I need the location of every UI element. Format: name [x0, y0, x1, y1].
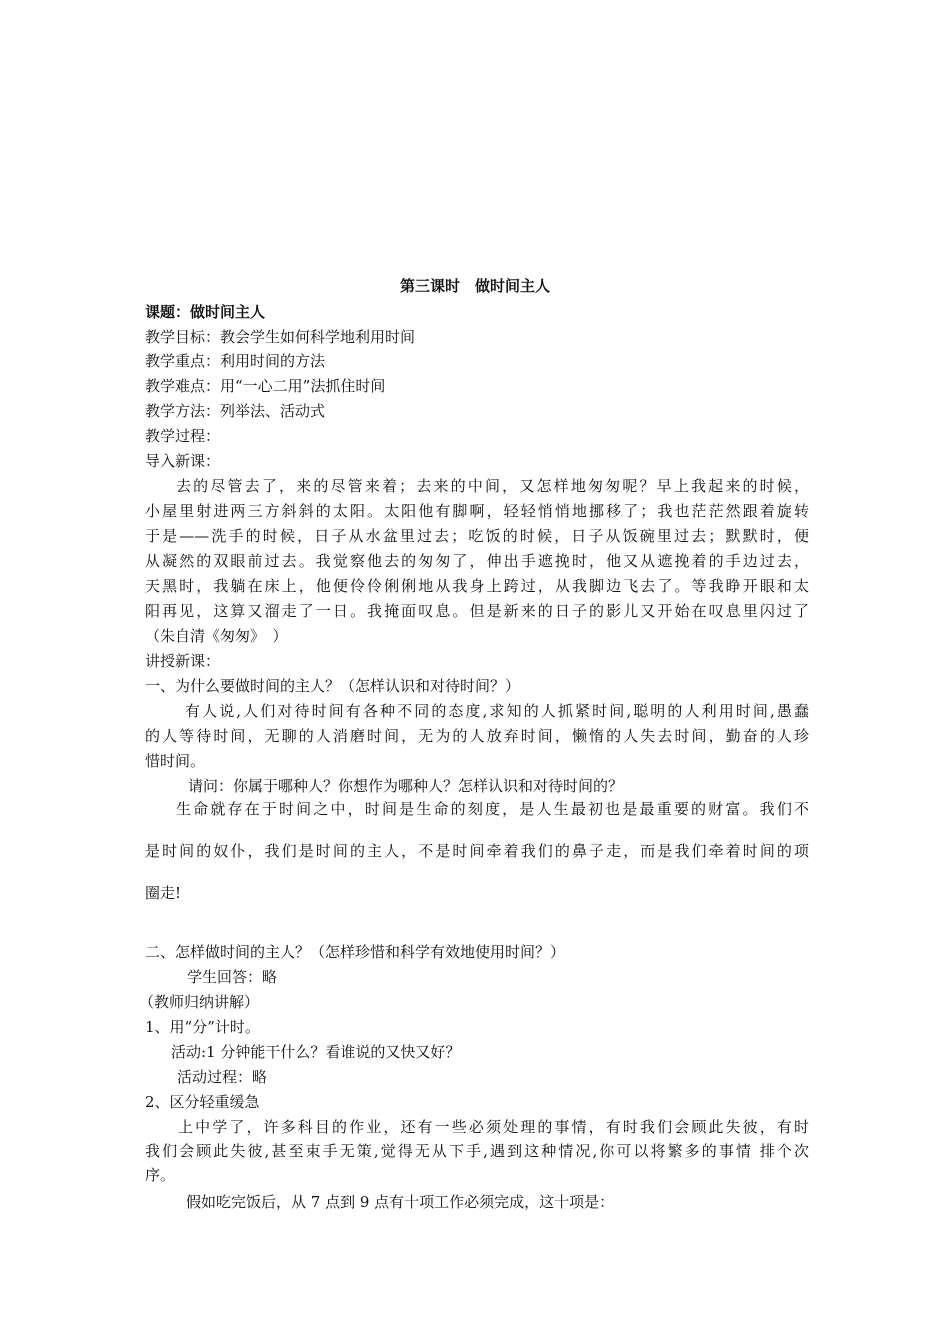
- point2-paragraph-line: 序。: [145, 1166, 176, 1184]
- intro-paragraph-line: 阳再见，这算又溜走了一日。我掩面叹息。但是新来的日子的影儿又开始在叹息里闪过了: [145, 602, 809, 620]
- section1-paragraph2-line: 是时间的奴仆，我们是时间的主人，不是时间牵着我们的鼻子走，而是我们牵着时间的项: [145, 842, 809, 860]
- method-line: 教学方法：列举法、活动式: [145, 402, 326, 420]
- intro-citation: （朱自清《匆匆》 ）: [145, 627, 288, 645]
- intro-paragraph-line: 去的尽管去了，来的尽管来着；去来的中间，又怎样地匆匆呢？早上我起来的时候，: [176, 477, 809, 495]
- point2-paragraph-line: 上中学了，许多科目的作业，还有一些必须处理的事情，有时我们会顾此失彼，有时: [178, 1118, 809, 1136]
- activity-process-line: 活动过程：略: [177, 1068, 268, 1086]
- section1-paragraph2-line: 圈走!: [145, 884, 182, 902]
- lecture-heading: 讲授新课：: [145, 652, 221, 670]
- section1-question: 请问：你属于哪种人？你想作为哪种人？怎样认识和对待时间的？: [188, 777, 624, 795]
- student-answer: 学生回答：略: [187, 968, 278, 986]
- section2-heading: 二、怎样做时间的主人？（怎样珍惜和科学有效地使用时间？）: [145, 943, 566, 961]
- goal-line: 教学目标：教会学生如何科学地利用时间: [145, 328, 416, 346]
- intro-paragraph-line: 小屋里射进两三方斜斜的太阳。太阳他有脚啊，轻轻悄悄地挪移了；我也茫茫然跟着旋转: [145, 502, 809, 520]
- teacher-summary: （教师归纳讲解）: [139, 993, 260, 1011]
- process-line: 教学过程：: [145, 427, 221, 445]
- point2-heading: 2、区分轻重缓急: [145, 1093, 260, 1111]
- section1-heading: 一、为什么要做时间的主人？（怎样认识和对待时间？）: [145, 677, 521, 695]
- difficulty-line: 教学难点：用“一心二用”法抓住时间: [145, 377, 386, 395]
- activity-line: 活动:1 分钟能干什么？看谁说的又快又好？: [171, 1043, 461, 1061]
- focus-line: 教学重点：利用时间的方法: [145, 352, 326, 370]
- section1-paragraph-line: 惜时间。: [145, 752, 206, 770]
- subject-line: 课题：做时间主人: [145, 303, 266, 321]
- intro-paragraph-line: 从凝然的双眼前过去。我觉察他去的匆匆了，伸出手遮挽时，他又从遮挽着的手边过去，: [145, 552, 809, 570]
- point1-heading: 1、用“分”计时。: [145, 1018, 260, 1036]
- tasks-intro: 假如吃完饭后，从 7 点到 9 点有十项工作必须完成，这十项是：: [186, 1193, 615, 1211]
- intro-paragraph-line: 天黑时，我躺在床上，他便伶伶俐俐地从我身上跨过，从我脚边飞去了。等我睁开眼和太: [145, 577, 809, 595]
- section1-paragraph2-line: 生命就存在于时间之中，时间是生命的刻度，是人生最初也是最重要的财富。我们不: [176, 800, 809, 818]
- section1-paragraph-line: 的人等待时间，无聊的人消磨时间，无为的人放弃时间，懒惰的人失去时间，勤奋的人珍: [145, 727, 809, 745]
- point2-paragraph-line: 我们会顾此失彼,甚至束手无策,觉得无从下手,遇到这种情况,你可以将繁多的事情 排个次: [145, 1142, 809, 1160]
- document-title: 第三课时 做时间主人: [399, 277, 550, 295]
- section1-paragraph-line: 有人说,人们对待时间有各种不同的态度,求知的人抓紧时间,聪明的人利用时间,愚蠢: [185, 702, 809, 720]
- intro-paragraph-line: 于是——洗手的时候，日子从水盆里过去；吃饭的时候，日子从饭碗里过去；默默时，便: [145, 527, 809, 545]
- intro-heading: 导入新课：: [145, 452, 221, 470]
